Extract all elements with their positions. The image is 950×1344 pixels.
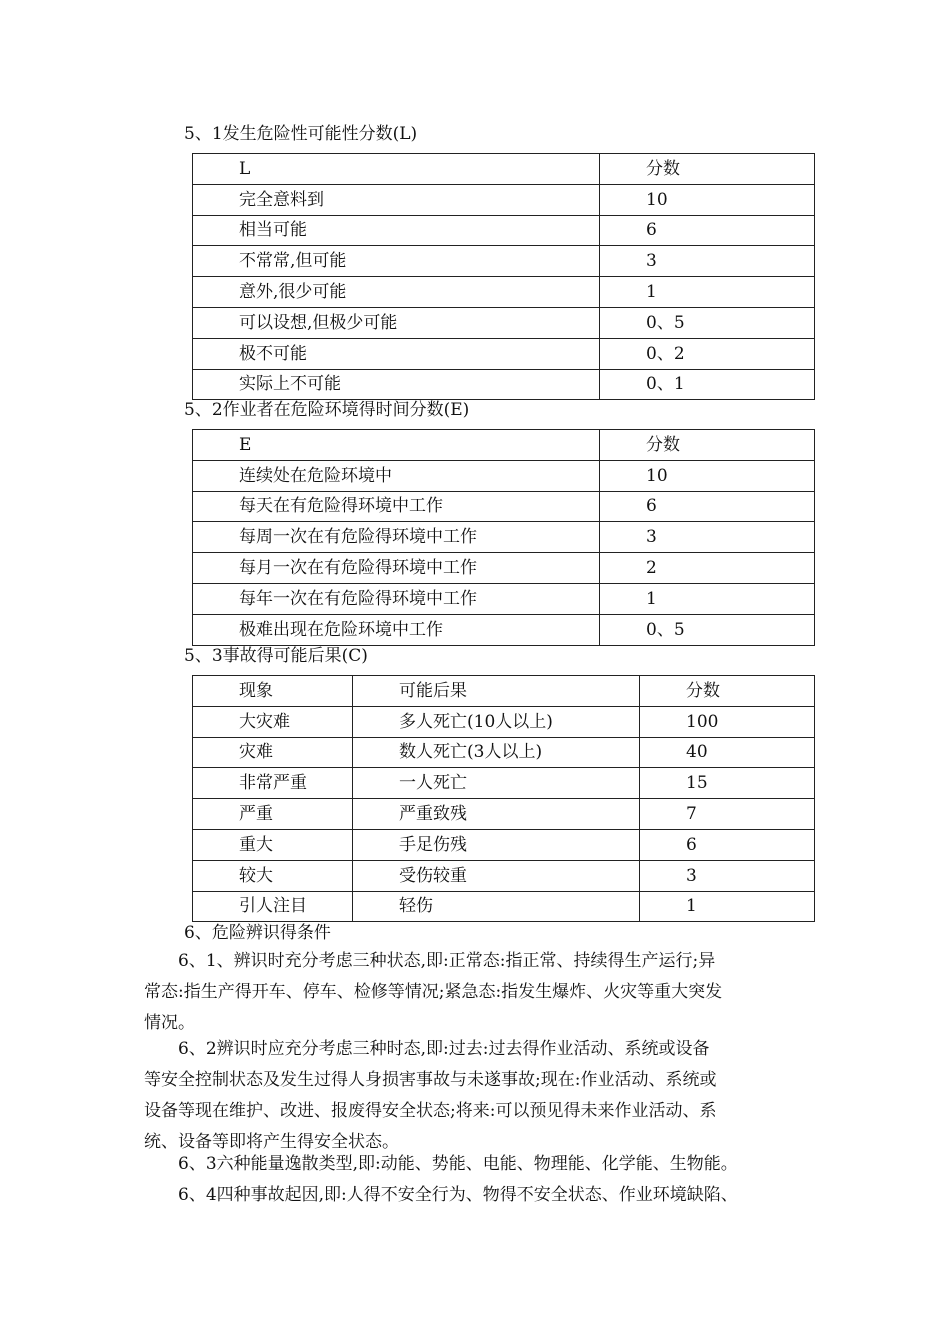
cell-desc: 相当可能 (193, 215, 600, 246)
cell-score: 10 (600, 184, 815, 215)
table-row (193, 860, 815, 891)
table-row (193, 246, 815, 277)
table-header-row (193, 154, 815, 185)
cell-score: 2 (600, 553, 815, 584)
table-row (193, 706, 815, 737)
header-cell-score: 分数 (600, 430, 815, 461)
cell-score: 1 (600, 277, 815, 308)
table-row (193, 277, 815, 308)
table-row (193, 369, 815, 400)
table-row (193, 799, 815, 830)
table-likelihood-L (192, 153, 815, 400)
paragraph-line: 6、2辨识时应充分考虑三种时态,即:过去:过去得作业活动、系统或设备 (144, 1039, 710, 1059)
header-cell-phenomenon: 现象 (193, 676, 353, 707)
header-cell-L: L (193, 154, 600, 185)
paragraph-line: 等安全控制状态及发生过得人身损害事故与未遂事故;现在:作业活动、系统或 (144, 1070, 717, 1090)
cell-phenomenon: 大灾难 (193, 706, 353, 737)
paragraph-line: 6、1、辨识时充分考虑三种状态,即:正常态:指正常、持续得生产运行;异 (144, 951, 716, 971)
cell-desc: 每年一次在有危险得环境中工作 (193, 583, 600, 614)
cell-consequence: 受伤较重 (353, 860, 640, 891)
cell-desc: 不常常,但可能 (193, 246, 600, 277)
table-row (193, 829, 815, 860)
cell-score: 0、5 (600, 307, 815, 338)
table-row (193, 768, 815, 799)
cell-consequence: 多人死亡(10人以上) (353, 706, 640, 737)
cell-phenomenon: 较大 (193, 860, 353, 891)
cell-score: 0、1 (600, 369, 815, 400)
table-consequence-C (192, 675, 815, 922)
cell-score: 3 (640, 860, 815, 891)
cell-score: 15 (640, 768, 815, 799)
cell-desc: 每天在有危险得环境中工作 (193, 491, 600, 522)
cell-score: 1 (600, 583, 815, 614)
paragraph-line: 统、设备等即将产生得安全状态。 (144, 1132, 399, 1152)
cell-desc: 每周一次在有危险得环境中工作 (193, 522, 600, 553)
paragraph-line: 设备等现在维护、改进、报废得安全状态;将来:可以预见得未来作业活动、系 (144, 1101, 717, 1121)
paragraph-line: 常态:指生产得开车、停车、检修等情况;紧急态:指发生爆炸、火灾等重大突发 (144, 982, 723, 1002)
table-row (193, 338, 815, 369)
cell-phenomenon: 灾难 (193, 737, 353, 768)
cell-desc: 实际上不可能 (193, 369, 600, 400)
cell-score: 3 (600, 522, 815, 553)
table-row (193, 583, 815, 614)
cell-score: 6 (600, 491, 815, 522)
table-row (193, 184, 815, 215)
paragraph-6-2 (144, 1034, 834, 1158)
cell-score: 0、2 (600, 338, 815, 369)
header-cell-E: E (193, 430, 600, 461)
paragraph-6-1 (144, 946, 834, 1039)
cell-consequence: 严重致残 (353, 799, 640, 830)
table-row (193, 553, 815, 584)
section-6-heading: 6、危险辨识得条件 (184, 923, 331, 943)
table-row (193, 522, 815, 553)
paragraph-line: 6、3六种能量逸散类型,即:动能、势能、电能、物理能、化学能、生物能。 (144, 1154, 738, 1174)
cell-score: 0、5 (600, 614, 815, 645)
cell-score: 1 (640, 891, 815, 922)
cell-consequence: 手足伤残 (353, 829, 640, 860)
cell-score: 10 (600, 460, 815, 491)
cell-desc: 每月一次在有危险得环境中工作 (193, 553, 600, 584)
section-5-1-heading: 5、1发生危险性可能性分数(L) (184, 124, 418, 144)
cell-consequence: 轻伤 (353, 891, 640, 922)
paragraph-6-4 (144, 1180, 834, 1211)
table-row (193, 891, 815, 922)
cell-desc: 可以设想,但极少可能 (193, 307, 600, 338)
cell-desc: 完全意料到 (193, 184, 600, 215)
cell-phenomenon: 重大 (193, 829, 353, 860)
table-row (193, 215, 815, 246)
cell-score: 100 (640, 706, 815, 737)
cell-phenomenon: 严重 (193, 799, 353, 830)
paragraph-line: 情况。 (144, 1013, 195, 1033)
header-cell-score: 分数 (600, 154, 815, 185)
cell-desc: 连续处在危险环境中 (193, 460, 600, 491)
cell-desc: 极难出现在危险环境中工作 (193, 614, 600, 645)
section-5-3-heading: 5、3事故得可能后果(C) (184, 646, 368, 666)
cell-score: 6 (640, 829, 815, 860)
cell-score: 3 (600, 246, 815, 277)
header-cell-consequence: 可能后果 (353, 676, 640, 707)
cell-consequence: 一人死亡 (353, 768, 640, 799)
table-exposure-E (192, 429, 815, 646)
cell-score: 40 (640, 737, 815, 768)
cell-score: 6 (600, 215, 815, 246)
table-row (193, 460, 815, 491)
cell-score: 7 (640, 799, 815, 830)
header-cell-score: 分数 (640, 676, 815, 707)
cell-desc: 极不可能 (193, 338, 600, 369)
table-header-row (193, 676, 815, 707)
cell-phenomenon: 非常严重 (193, 768, 353, 799)
table-header-row (193, 430, 815, 461)
table-row (193, 491, 815, 522)
table-row (193, 737, 815, 768)
paragraph-line: 6、4四种事故起因,即:人得不安全行为、物得不安全状态、作业环境缺陷、 (144, 1185, 738, 1205)
table-row (193, 307, 815, 338)
section-5-2-heading: 5、2作业者在危险环境得时间分数(E) (184, 400, 470, 420)
cell-phenomenon: 引人注目 (193, 891, 353, 922)
cell-consequence: 数人死亡(3人以上) (353, 737, 640, 768)
paragraph-6-3 (144, 1149, 834, 1180)
cell-desc: 意外,很少可能 (193, 277, 600, 308)
table-row (193, 614, 815, 645)
